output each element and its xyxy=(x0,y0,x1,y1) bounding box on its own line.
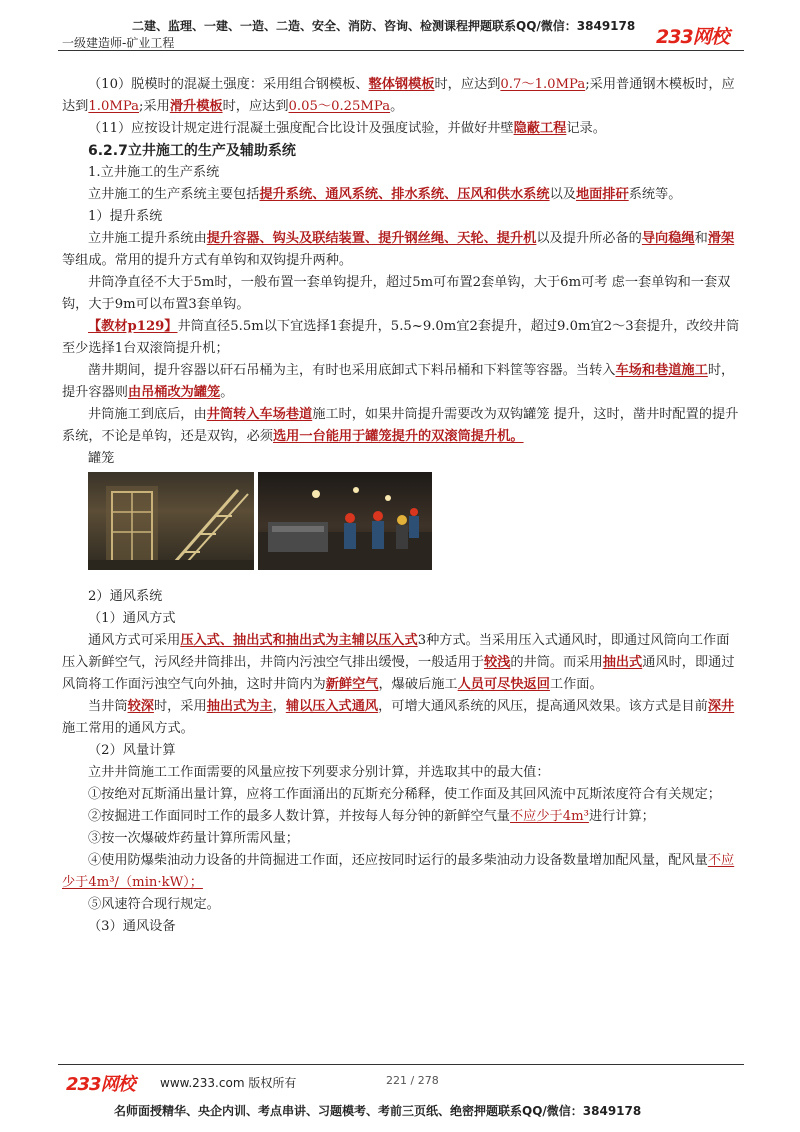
para-demold-strength: （10）脱模时的混凝土强度：采用组合钢模板、整体钢模板时，应达到0.7～1.0MPa;采用普通钢木模板时，应达到1.0MPa;采用滑升模板时，应达到0.05～0.25MPa。 xyxy=(62,77,735,114)
para-shaft-diameter: 井筒净直径不大于5m时，一般布置一套单钩提升，超过5m可布置2套单钩，大于6m可考 虑一套单钩和一套双钩，大于9m可以布置3套单钩。 xyxy=(62,275,731,312)
document-body xyxy=(62,74,742,938)
subheading-ventilation: 2）通风系统 xyxy=(88,589,163,604)
para-air-diesel: ④使用防爆柴油动力设备的井筒掘进工作面，还应按同时运行的最多柴油动力设备数量增加配风量，配风量不应少于4m³/（min·kW）； xyxy=(62,853,735,890)
para-air-explosive: ③按一次爆破炸药量计算所需风量； xyxy=(88,831,299,846)
footer-divider xyxy=(58,1064,744,1065)
subheading-lift-system: 1）提升系统 xyxy=(88,209,163,224)
footer-logo: 233网校 xyxy=(66,1074,135,1095)
header-subject: 一级建造师-矿业工程 xyxy=(62,36,175,50)
footer-site: www.233.com 版权所有 xyxy=(160,1076,297,1090)
para-sinking-container: 凿井期间，提升容器以矸石吊桶为主，有时也采用底卸式下料吊桶和下料筐等容器。当转入车场和巷道施工时，提升容器则由吊桶改为罐笼。 xyxy=(62,363,735,400)
para-lift-components: 立井施工提升系统由提升容器、钩头及联结装置、提升钢丝绳、天轮、提升机以及提升所必备的导向稳绳和滑架等组成。常用的提升方式有单钩和双钩提升两种。 xyxy=(62,231,735,268)
para-vent-modes: 通风方式可采用压入式、抽出式和抽出式为主辅以压入式3种方式。当采用压入式通风时，即通过风筒向工作面压入新鲜空气，污风经井筒排出，井筒内污浊空气排出缓慢，一般适用于较浅的井筒。而采用抽出式通风时，即通过风筒将工作面污浊空气向外抽，这时井筒内为新鲜空气，爆破后施工人员可尽快返回工作面。 xyxy=(62,633,735,692)
para-deep-shaft-vent: 当井筒较深时，采用抽出式为主，辅以压入式通风，可增大通风系统的风压，提高通风效果。该方式是目前深井施工常用的通风方式。 xyxy=(62,699,735,736)
subheading-production-system: 1.立井施工的生产系统 xyxy=(88,165,220,180)
cage-photo-workers xyxy=(258,472,432,570)
section-heading-627: 6.2.7立井施工的生产及辅助系统 xyxy=(88,143,296,159)
footer-promo-text: 名师面授精华、央企内训、考点串讲、习题模考、考前三页纸、绝密押题联系QQ/微信：3849178 xyxy=(114,1104,642,1118)
brand-logo: 233网校 xyxy=(656,26,729,48)
subheading-vent-mode: （1）通风方式 xyxy=(88,611,176,626)
page-header xyxy=(0,0,800,52)
subheading-vent-equipment: （3）通风设备 xyxy=(88,919,176,934)
para-air-people: ②按掘进工作面同时工作的最多人数计算，并按每人每分钟的新鲜空气量不应少于4m³进行计算； xyxy=(88,809,655,824)
para-air-gas: ①按绝对瓦斯涌出量计算，应将工作面涌出的瓦斯充分稀释，使工作面及其回风流中瓦斯浓度符合有关规定； xyxy=(88,787,721,802)
cage-photos xyxy=(88,472,742,582)
para-air-speed: ⑤风速符合现行规定。 xyxy=(88,897,220,912)
para-air-intro: 立井井筒施工工作面需要的风量应按下列要求分别计算，并选取其中的最大值： xyxy=(88,765,550,780)
para-production-system: 立井施工的生产系统主要包括提升系统、通风系统、排水系统、压风和供水系统以及地面排矸系统等。 xyxy=(88,187,682,202)
subheading-air-volume: （2）风量计算 xyxy=(88,743,176,758)
para-textbook-note: 【教材p129】井筒直径5.5m以下宜选择1套提升，5.5~9.0m宜2套提升，超过9.0m宜2～3套提升，改绞井筒至少选择1台双滚筒提升机； xyxy=(62,319,740,356)
header-divider xyxy=(58,50,744,51)
para-strength-test: （11）应按设计规定进行混凝土强度配合比设计及强度试验，并做好井壁隐蔽工程记录。 xyxy=(88,121,606,136)
header-promo-text: 二建、监理、一建、一造、二造、安全、消防、咨询、检测课程押题联系QQ/微信：3849178 xyxy=(132,19,636,33)
page-number: 221 / 278 xyxy=(386,1074,439,1087)
para-shaft-bottom: 井筒施工到底后，由井筒转入车场巷道施工时，如果井筒提升需要改为双钩罐笼 提升，这时，凿井时配置的提升系统，不论是单钩，还是双钩，必须选用一台能用于罐笼提升的双滚筒提升机。 xyxy=(62,407,739,444)
cage-photo-structure xyxy=(88,472,254,570)
cage-label: 罐笼 xyxy=(88,451,115,466)
